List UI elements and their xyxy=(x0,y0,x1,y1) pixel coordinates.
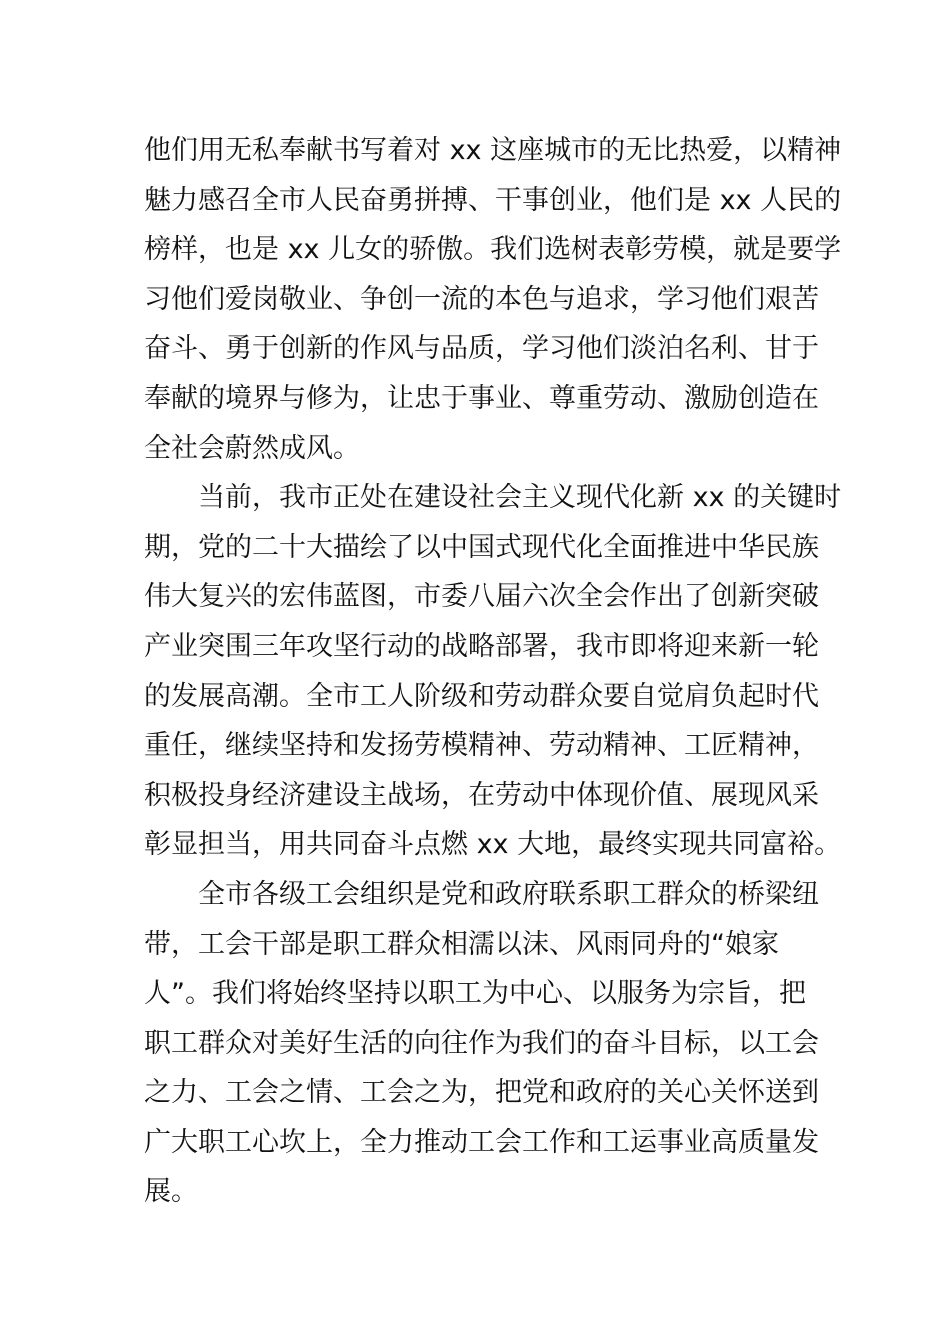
paragraph-2-line-7: 积极投身经济建设主战场，在劳动中体现价值、展现风采 xyxy=(144,779,819,811)
paragraph-1-line-2: 魅力感召全市人民奋勇拼搏、干事创业，他们是 xx 人民的 xyxy=(144,184,842,216)
paragraph-2-line-4: 产业突围三年攻坚行动的战略部署，我市即将迎来新一轮 xyxy=(144,630,819,662)
paragraph-2-line-8: 彰显担当，用共同奋斗点燃 xx 大地，最终实现共同富裕。 xyxy=(144,829,842,861)
paragraph-1-line-7: 全社会蔚然成风。 xyxy=(144,432,360,464)
paragraph-2-line-1: 当前，我市正处在建设社会主义现代化新 xx 的关键时 xyxy=(198,482,842,514)
paragraph-1-line-3: 榜样，也是 xx 儿女的骄傲。我们选树表彰劳模，就是要学 xyxy=(144,234,842,266)
paragraph-1-line-5: 奋斗、勇于创新的作风与品质，学习他们淡泊名利、甘于 xyxy=(144,333,819,365)
paragraph-3-line-2: 带，工会干部是职工群众相濡以沫、风雨同舟的“娘家 xyxy=(144,928,779,960)
paragraph-2-line-6: 重任，继续坚持和发扬劳模精神、劳动精神、工匠精神， xyxy=(144,730,819,762)
paragraph-1-line-6: 奉献的境界与修为，让忠于事业、尊重劳动、激励创造在 xyxy=(144,382,819,414)
paragraph-2-line-3: 伟大复兴的宏伟蓝图，市委八届六次全会作出了创新突破 xyxy=(144,581,819,613)
paragraph-1-line-1: 他们用无私奉献书写着对 xx 这座城市的无比热爱，以精神 xyxy=(144,135,842,166)
paragraph-2-line-5: 的发展高潮。全市工人阶级和劳动群众要自觉肩负起时代 xyxy=(144,680,819,712)
paragraph-3-line-1: 全市各级工会组织是党和政府联系职工群众的桥梁纽 xyxy=(198,878,819,910)
paragraph-3-line-3: 人”。我们将始终坚持以职工为中心、以服务为宗旨，把 xyxy=(144,978,806,1010)
paragraph-3-line-5: 之力、工会之情、工会之为，把党和政府的关心关怀送到 xyxy=(144,1077,819,1109)
paragraph-3-line-6: 广大职工心坎上，全力推动工会工作和工运事业高质量发 xyxy=(144,1126,819,1158)
paragraph-2-line-2: 期，党的二十大描绘了以中国式现代化全面推进中华民族 xyxy=(144,531,819,563)
paragraph-3-line-4: 职工群众对美好生活的向往作为我们的奋斗目标，以工会 xyxy=(144,1027,819,1059)
body-text xyxy=(144,126,842,1217)
paragraph-1-line-4: 习他们爱岗敬业、争创一流的本色与追求，学习他们艰苦 xyxy=(144,283,819,315)
paragraph-3-line-7: 展。 xyxy=(144,1176,198,1208)
